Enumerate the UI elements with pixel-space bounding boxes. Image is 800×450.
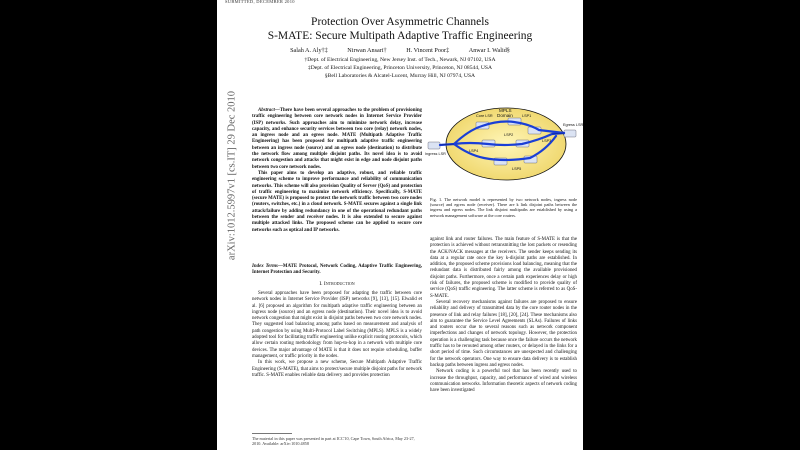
author-name: Anwar I. Walid§ — [468, 47, 510, 54]
lsp5-label: LSP5 — [512, 167, 522, 171]
right-p1: against link and router failures. The main feature of S-MATE is that the protection is achieved without retransmitting the lost packets or resending the ACK/NACK messages at the receivers. The sender keeps sending its data at a regular rate once the key k-disjoint paths are established. In addition, the proposed scheme provisions load balancing, meaning that the redundant data is distributed fairly among the available provisioned disjoint paths. Furthermore, once a certain path experiences delay or high risk of failures, the proposed scheme is modified to provide quality of service (QoS) traffic engineering. The latter scheme is referred to as QoS-S-MATE. — [430, 237, 577, 299]
paper-page — [217, 0, 583, 450]
affiliation: †Dept. of Electrical Engineering, New Jersey Inst. of Tech., Newark, NJ 07102, USA — [304, 57, 496, 63]
core-lsr-label: Core LSR — [476, 114, 493, 118]
section-heading: I. Introduction — [319, 281, 355, 287]
egress-router-icon — [564, 130, 576, 137]
right-column-text — [430, 237, 577, 394]
lsp1-label: LSP1 — [522, 114, 532, 118]
paper-title-line1: Protection Over Asymmetric Channels — [311, 16, 489, 28]
paper-title-line2: S-MATE: Secure Multipath Adaptive Traffic Engineering — [267, 30, 533, 42]
abstract — [252, 108, 422, 234]
author-name: Nirwan Ansari† — [347, 47, 387, 54]
author-name: Salah A. Aly†‡ — [290, 47, 328, 54]
domain-label: Domain — [497, 113, 513, 118]
affiliation: §Bell Laboratories & Alcatel-Lucent, Murray Hill, NJ 07974, USA — [324, 73, 476, 79]
footnote: The material in this paper was presented in part at ICC'10, Cape Town, South Africa, May 23-27, 2010. Available: arXiv:1010.4858 — [252, 436, 415, 446]
egress-label: Egress LSR — [563, 123, 584, 127]
intro-p2: In this work, we propose a new scheme, Secure Multipath Adaptive Traffic Engineering (S-MATE), that aims to protect/secure multiple disjoint paths for network traffic. S-MATE enables reliable data delivery and provides protection — [252, 360, 422, 378]
abstract-p1: —There have been several approaches to the problem of provisioning traffic engineering between core network nodes in Internet Service Provider (ISP) networks. Such approaches aim to minimize network delay, increase capacity, and enhance security services between two core (relay) network nodes, an ingress node and an egress node. MATE (Multipath Adaptive Traffic Engineering) has been proposed for multipath adaptive traffic engineering between an ingress node (source) and an egress node (destination) to distribute the network flow among multiple disjoint paths. Its novel idea is to avoid network congestion and attacks that might exist in edge and node disjoint paths between two core network nodes. — [252, 108, 422, 170]
intro-p1: Several approaches have been proposed for adapting the traffic between core network nodes in Internet Service Provider (ISP) networks [9], [13], [15]. Elwalid et al. [6] proposed an algorithm for multipath adaptive traffic engineering between an ingress node (source) and an egress node (destination). Their novel idea is to avoid network congestion that might exist in disjoint paths between two core network nodes. They suggested load balancing among paths based on measurement and analysis of path congestion by using Multi-Protocol Label Switching (MPLS). MPLS is a widely adopted tool for facilitating traffic engineering unlike explicit routing protocols, which allow certain routing methodology from hop-to-hop in a network with multiple core devices. The major advantage of MATE is that it does not require scheduling, buffer management, or traffic priority in the nodes. — [252, 291, 422, 359]
ingress-label: Ingress LSR — [425, 152, 446, 156]
abstract-lead: Abstract — [258, 108, 275, 113]
right-p2: Several recovery mechanisms against failures are proposed to ensure reliability and delivery of transmitted data by the core router nodes in the presence of link and relay failures [18], [20], [24]. These mechanisms also aim to guarantee the Service Level Agreements (SLAs). Failures of links and routers occur due to several reasons such as network component imperfections and changes of network topology. However, the protection operation is a challenging task because once the failure occurs the network traffic has to be rerouted among other routers, or delayed in the links for a short period of time. Such circumstances are unexpected and challenging for the network operators. One way to ensure data delivery is to establish backup paths between ingress and egress nodes. — [430, 299, 577, 368]
abstract-p2: This paper aims to develop an adaptive, robust, and reliable traffic engineering scheme to improve performance and reliability of communication networks. This scheme will also provision Quality of Server (QoS) and protection of traffic engineering to maximize network efficiency. Specifically, S-MATE (secure MATE) is proposed to protect the network traffic between two core nodes (routers, switches, etc.) in a cloud network. S-MATE secures against a single link attack/failure by adding redundancy in one of the operational redundant paths between the sender and receiver nodes. It is also extended to secure against multiple attacked links. The proposed scheme can be applied to secure core networks such as optical and IP networks. — [252, 170, 422, 233]
index-terms-lead: Index Terms — [252, 264, 278, 269]
arxiv-stamp: arXiv:1012.5997v1 [cs.IT] 29 Dec 2010 — [226, 90, 238, 261]
network-figure — [424, 100, 584, 192]
index-terms-text: —MATE Protocol, Network Coding, Adaptive Traffic Engineering, Internet Protection and Security. — [252, 264, 422, 276]
lsp3-label: LSP3 — [542, 139, 552, 143]
index-terms — [252, 264, 422, 277]
author-name: H. Vincent Poor‡ — [406, 47, 450, 54]
lsp4-label: LSP4 — [469, 149, 479, 153]
running-header: SUBMITTED, DECEMBER 2010 — [225, 0, 295, 4]
lsp2-label: LSP2 — [504, 133, 514, 137]
affiliation: ‡Dept. of Electrical Engineering, Princeton University, Princeton, NJ 08544, USA — [307, 65, 493, 71]
right-p3: Network coding is a powerful tool that has been recently used to increase the throughput, capacity, and performance of wired and wireless communication networks. Information theoretic aspects of network coding have been investigated — [430, 369, 577, 394]
figure-caption: Fig. 1. The network model is represented by two network nodes, ingress node (source) and egress node (receiver). There are k link disjoint paths between the ingress and egress nodes. The link disjoint multipaths are established by using a network management software at the core routers. — [430, 197, 577, 218]
mpls-label: MPLS — [499, 108, 512, 113]
intro-text — [252, 291, 422, 379]
author-list — [217, 47, 583, 54]
ingress-router-icon — [428, 142, 440, 149]
footnote-rule — [252, 433, 292, 434]
